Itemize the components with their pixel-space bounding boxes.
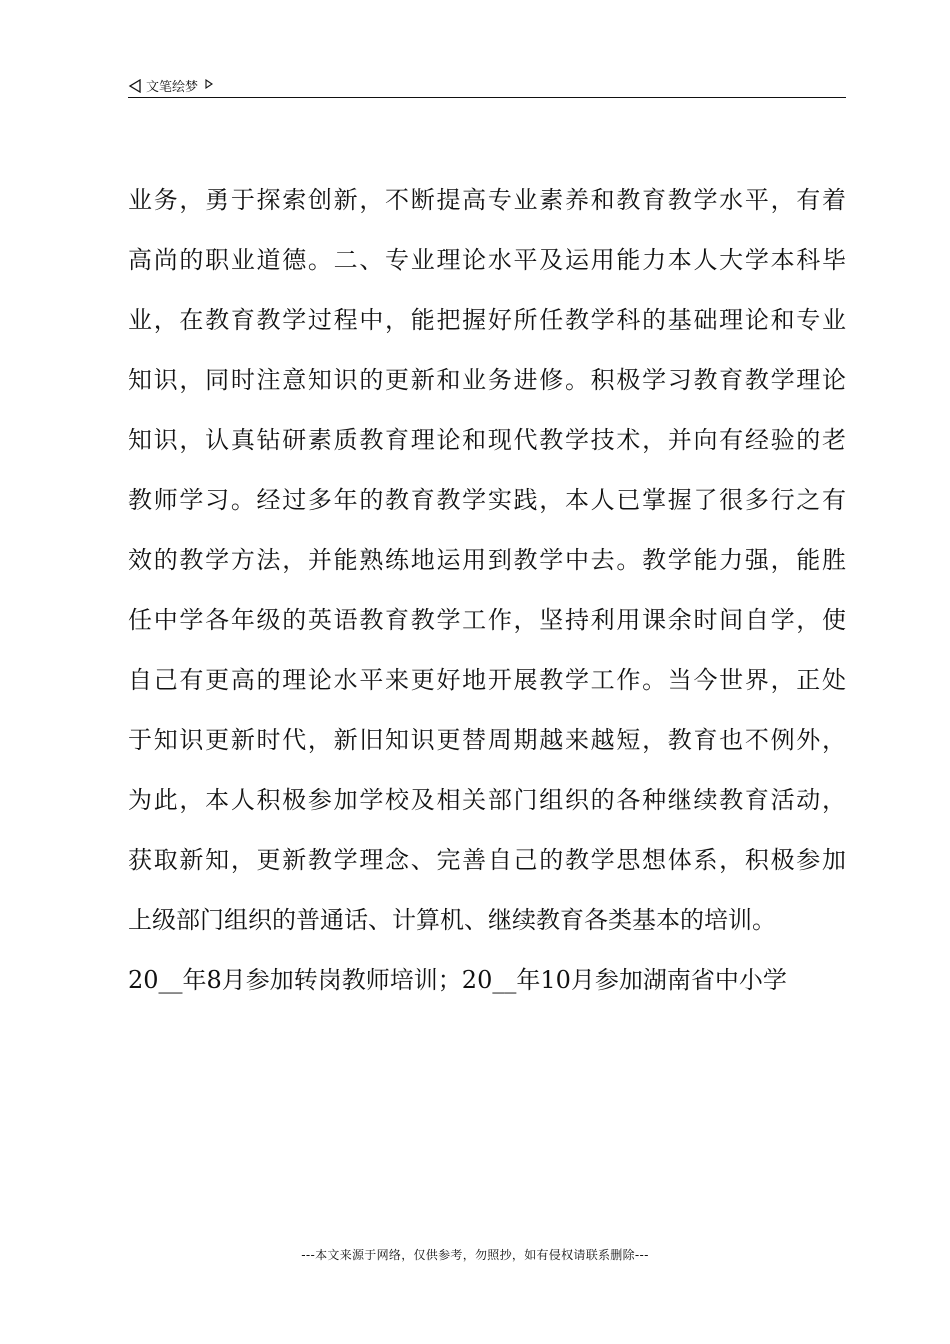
text-line: 自己有更高的理论水平来更好地开展教学工作。当今世界，正处 (128, 666, 846, 694)
footer-notice: ---本文来源于网络，仅供参考，勿照抄，如有侵权请联系删除--- (301, 1248, 649, 1262)
text-line: 为此，本人积极参加学校及相关部门组织的各种继续教育活动， (128, 786, 846, 814)
document-body (128, 170, 846, 1010)
text-line: 业，在教育教学过程中，能把握好所任教学科的基础理论和专业 (128, 306, 846, 334)
text-line: 上级部门组织的普通话、计算机、继续教育各类基本的培训。 (128, 906, 776, 934)
triangle-left-outline-icon (128, 79, 142, 93)
text-line: 知识，同时注意知识的更新和业务进修。积极学习教育教学理论 (128, 366, 846, 394)
text-line: 任中学各年级的英语教育教学工作，坚持利用课余时间自学，使 (128, 606, 846, 634)
text-line: 于知识更新时代，新旧知识更替周期越来越短，教育也不例外， (128, 726, 846, 754)
text-line: 获取新知，更新教学理念、完善自己的教学思想体系，积极参加 (128, 846, 846, 874)
text-line: 高尚的职业道德。二、专业理论水平及运用能力本人大学本科毕 (128, 246, 846, 274)
header-brand (128, 76, 214, 95)
header-divider (128, 97, 846, 98)
text-line: 业务，勇于探索创新，不断提高专业素养和教育教学水平，有着 (128, 186, 846, 214)
text-line: 知识，认真钻研素质教育理论和现代教学技术，并向有经验的老 (128, 426, 846, 454)
header-title: 文笔绘梦 (146, 80, 199, 95)
text-line: 教师学习。经过多年的教育教学实践，本人已掌握了很多行之有 (128, 486, 846, 514)
text-line: 20__年8月参加转岗教师培训；20__年10月参加湖南省中小学 (128, 966, 787, 994)
triangle-right-outline-icon (204, 78, 214, 88)
page-header (128, 74, 846, 98)
text-line: 效的教学方法，并能熟练地运用到教学中去。教学能力强，能胜 (128, 546, 846, 574)
